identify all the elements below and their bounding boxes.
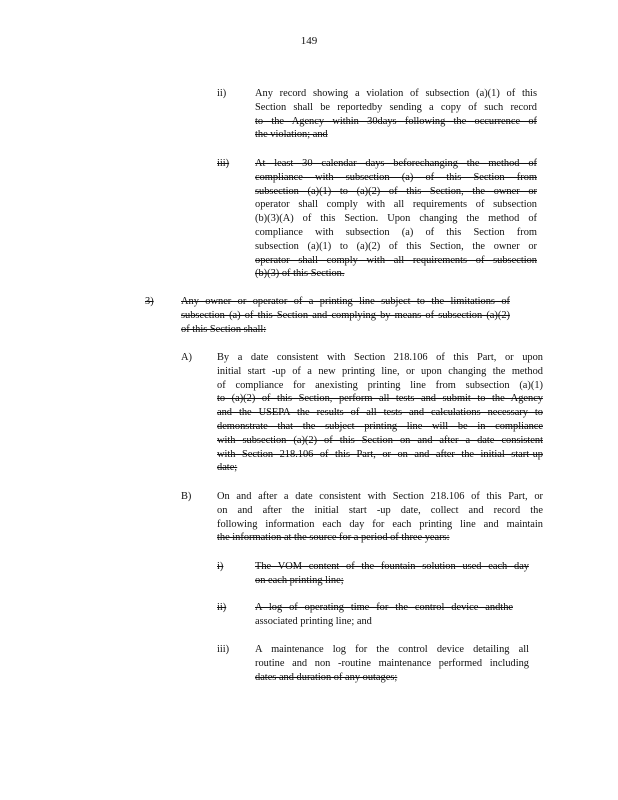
text-line: A log of operating time for the control device andthe — [255, 602, 513, 613]
text-line: with subsection (a)(2) of this Section on and after a date consistent — [217, 434, 543, 446]
text-line: demonstrate that the subject printing line will be in compliance — [217, 420, 543, 432]
item-text — [181, 295, 510, 336]
item-label: B) — [181, 491, 192, 502]
text-line: following information each day for each printing line and maintain — [217, 518, 543, 530]
text-line: on each printing line; — [255, 574, 344, 586]
text-line: By a date consistent with Section 218.106 of this Part, or upon — [217, 352, 543, 363]
text-line: date; — [217, 462, 238, 474]
item-label: 3) — [145, 296, 154, 307]
text-line: operator shall comply with all requirements of subsection — [255, 254, 537, 266]
item-label: ii) — [217, 602, 227, 613]
item-label: iii) — [217, 644, 230, 655]
text-line: associated printing line; and — [255, 615, 372, 627]
text-line: The VOM content of the fountain solution used each day — [255, 561, 529, 572]
item-label: iii) — [217, 158, 230, 169]
text-line: dates and duration of any outages; — [255, 671, 398, 683]
text-line: subsection (a) of this Section and complying by means of subsection (a)(2) — [181, 309, 510, 321]
text-line: the violation; and — [255, 129, 328, 141]
text-line: subsection (a)(1) to (a)(2) of this Section, the owner or — [255, 240, 537, 252]
text-line: On and after a date consistent with Section 218.106 of this Part, or — [217, 491, 543, 502]
text-line: Any owner or operator of a printing line subject to the limitations of — [181, 296, 510, 307]
text-line: Any record showing a violation of subsection (a)(1) of this — [255, 88, 537, 99]
item-label: A) — [181, 352, 192, 363]
text-line: to the Agency within 30days following the occurrence of — [255, 115, 537, 127]
item-label: i) — [217, 561, 224, 572]
text-line: A maintenance log for the control device detailing all — [255, 644, 529, 655]
text-line: At least 30 calendar days beforechanging the method of — [255, 158, 537, 169]
text-line: with Section 218.106 of this Part, or on and after the initial start-up — [217, 448, 543, 460]
item-label: ii) — [217, 88, 227, 99]
text-line: (b)(3)(A) of this Section. Upon changing the method of — [255, 213, 537, 225]
text-line: compliance with subsection (a) of this Section from — [255, 226, 537, 238]
text-line: Section shall be reportedby sending a copy of such record — [255, 101, 537, 113]
text-line: on and after the initial start -up date, collect and record the — [217, 504, 543, 516]
item-text — [255, 643, 529, 684]
text-line: initial start -up of a new printing line, or upon changing the method — [217, 365, 543, 377]
text-line: operator shall comply with all requirements of subsection — [255, 199, 537, 211]
item-text — [255, 601, 513, 629]
text-line: (b)(3) of this Section. — [255, 268, 345, 280]
text-line: subsection (a)(1) to (a)(2) of this Section, the owner or — [255, 185, 537, 197]
text-line: and the USEPA the results of all tests and calculations necessary to — [217, 407, 543, 419]
text-line: to (a)(2) of this Section, perform all tests and submit to the Agency — [217, 393, 543, 405]
item-text — [255, 157, 537, 281]
text-line: routine and non -routine maintenance performed including — [255, 657, 529, 669]
item-text — [217, 351, 543, 475]
item-text — [255, 87, 537, 142]
text-line: the information at the source for a period of three years: — [217, 532, 450, 544]
page-number: 149 — [300, 35, 318, 47]
item-text — [217, 490, 543, 545]
text-line: of this Section shall: — [181, 323, 267, 335]
text-line: of compliance for anexisting printing line from subsection (a)(1) — [217, 379, 543, 391]
text-line: compliance with subsection (a) of this Section from — [255, 171, 537, 183]
item-text — [255, 560, 529, 588]
